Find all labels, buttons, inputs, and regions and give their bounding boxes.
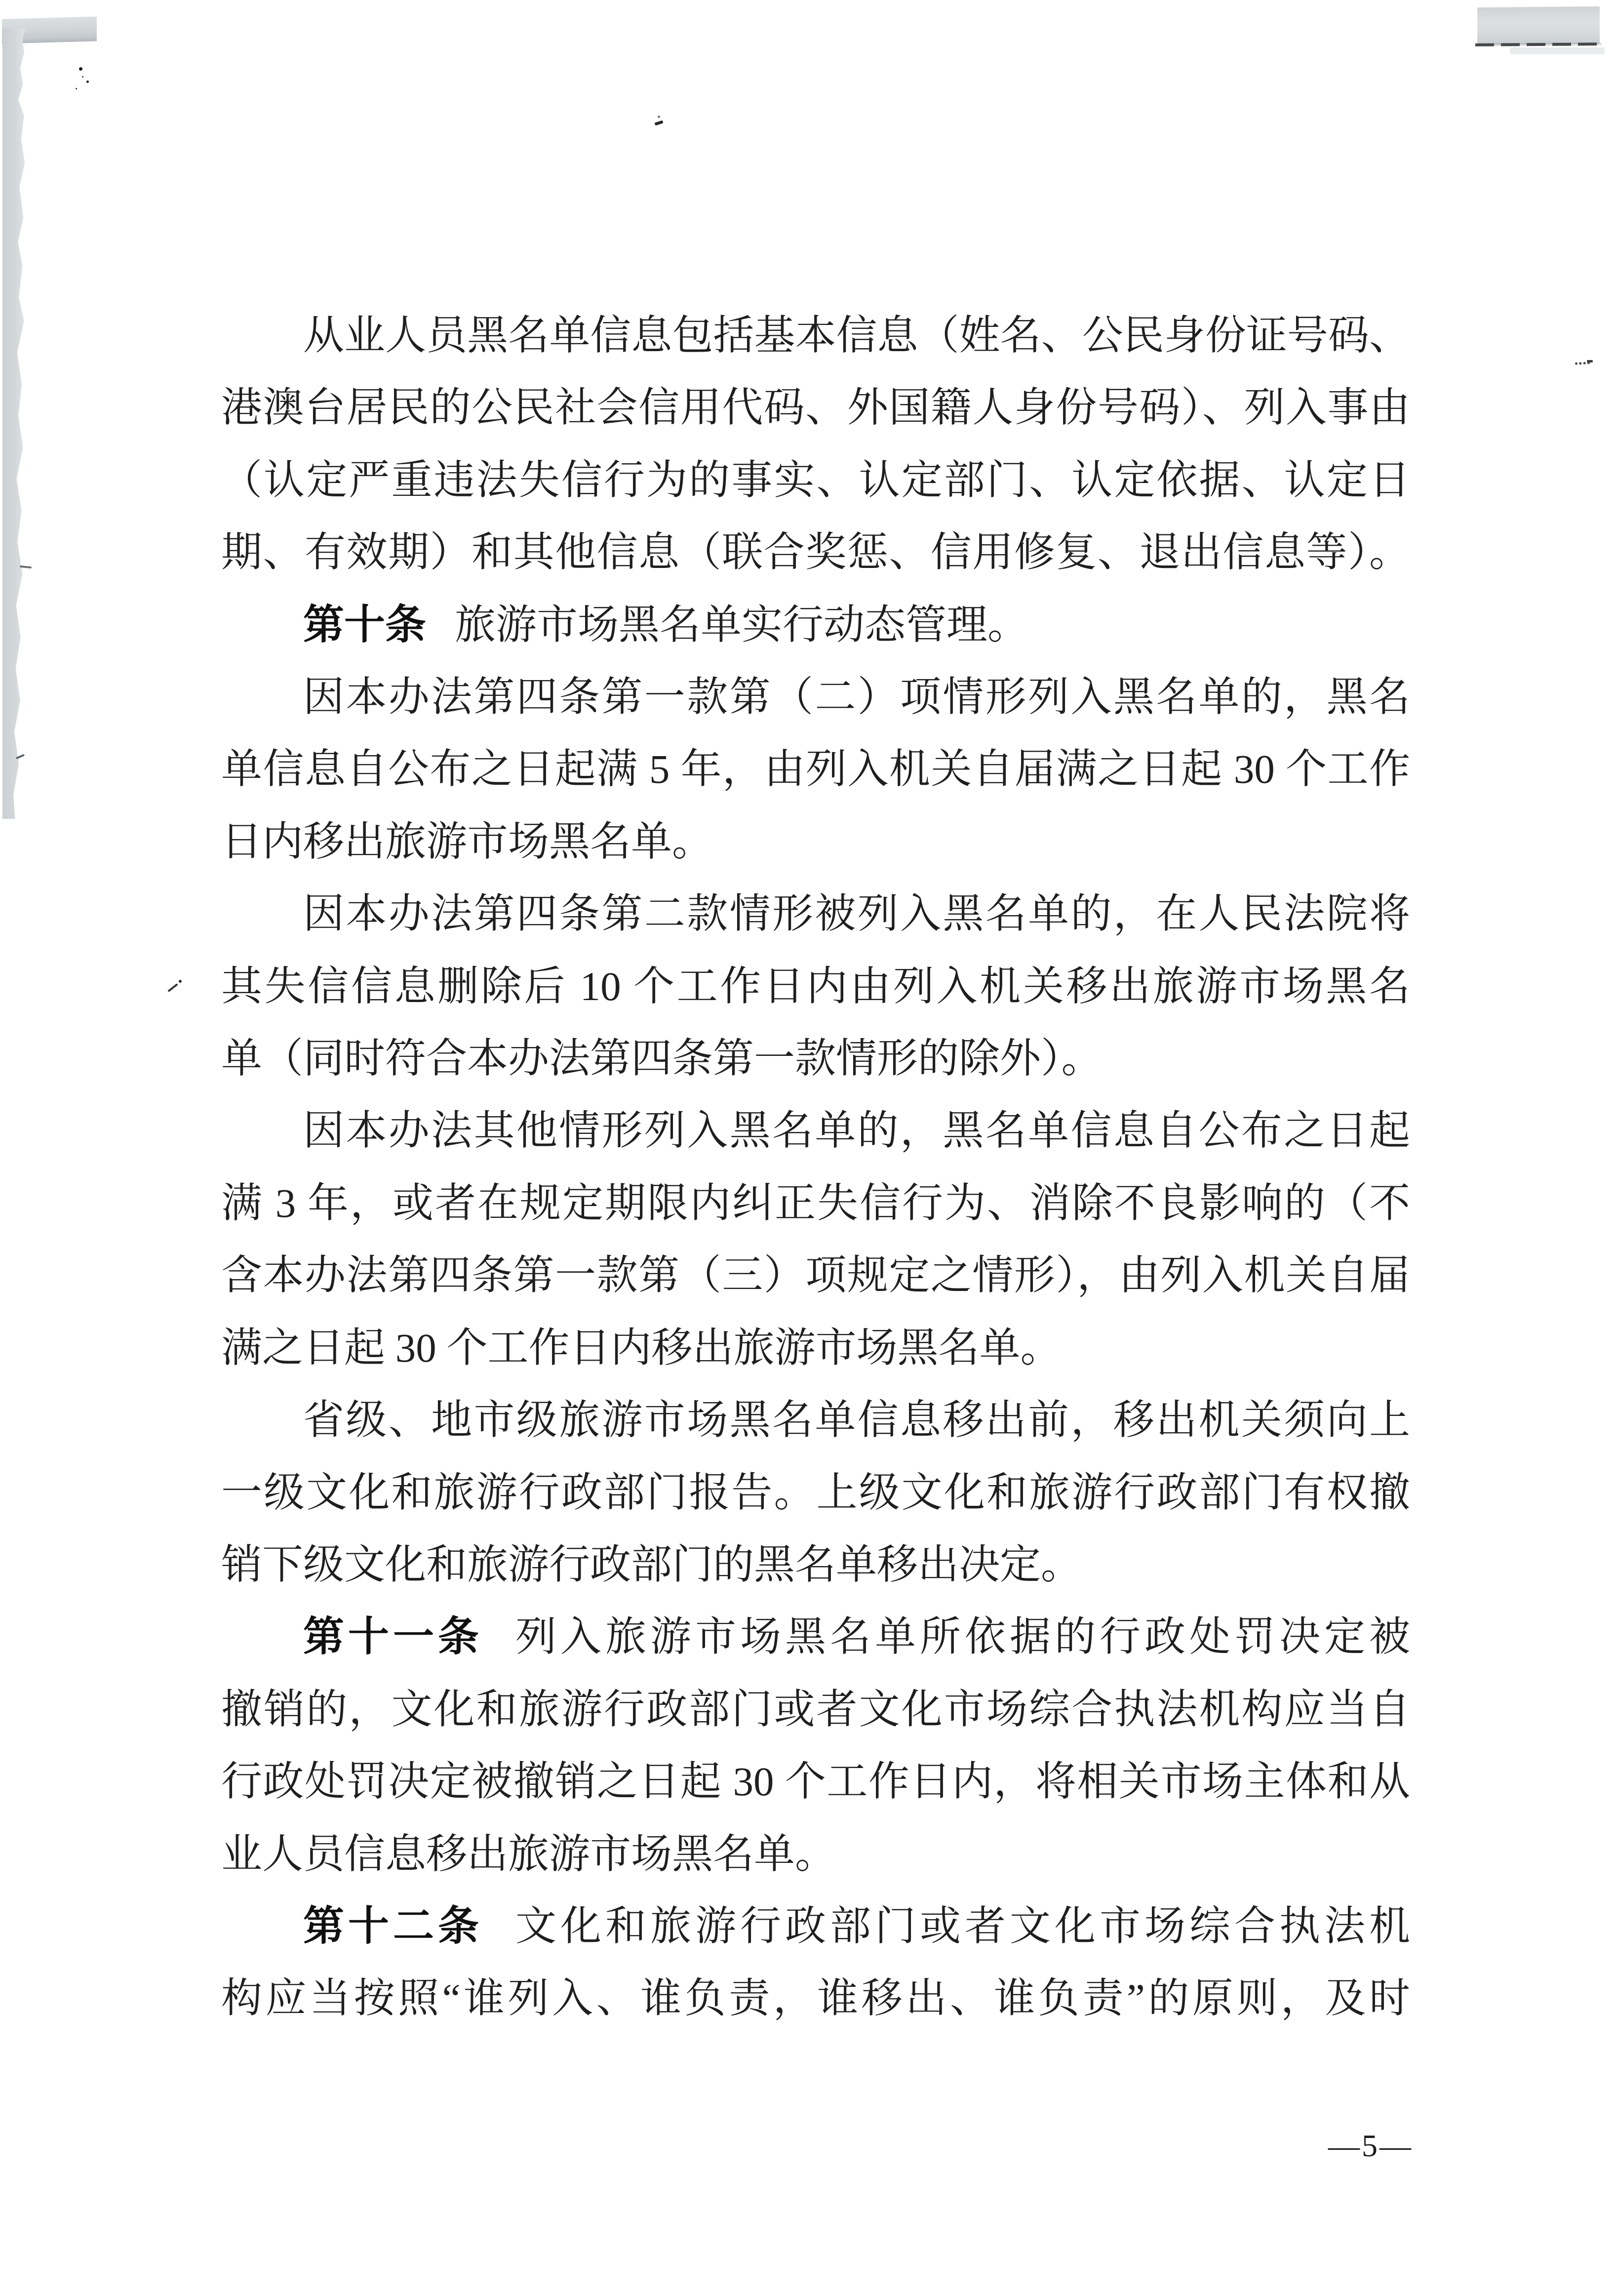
text-line-21: 行政处罚决定被撤销之日起 30 个工作日内，将相关市场主体和从 — [221, 1759, 1410, 1805]
text-line-11: 单（同时符合本办法第四条第一款情形的除外）。 — [221, 1036, 1103, 1082]
text-line-10: 其失信信息删除后 10 个工作日内由列入机关移出旅游市场黑名 — [221, 963, 1410, 1009]
text-line-3: （认定严重违法失信行为的事实、认定部门、认定依据、认定日 — [221, 457, 1410, 503]
text-line-1: 从业人员黑名单信息包括基本信息（姓名、公民身份证号码、 — [303, 313, 1410, 358]
line-text: 文化和旅游行政部门或者文化市场综合执法机 — [512, 1903, 1410, 1949]
text-line-18: 销下级文化和旅游行政部门的黑名单移出决定。 — [221, 1541, 1082, 1587]
article-heading: 第十一条 — [303, 1614, 483, 1660]
text-line-19 — [221, 1601, 1410, 1673]
text-line-24: 构应当按照“谁列入、谁负责，谁移出、谁负责”的原则，及时 — [221, 1975, 1410, 2021]
text-line-9: 因本办法第四条第二款情形被列入黑名单的，在人民法院将 — [303, 891, 1410, 937]
article-heading: 第十二条 — [303, 1903, 483, 1949]
text-line-8: 日内移出旅游市场黑名单。 — [221, 818, 713, 864]
text-line-2: 港澳台居民的公民社会信用代码、外国籍人身份号码）、列入事由 — [221, 385, 1410, 431]
text-line-15: 满之日起 30 个工作日内移出旅游市场黑名单。 — [221, 1325, 1062, 1370]
line-text: 旅游市场黑名单实行动态管理。 — [455, 602, 1028, 647]
text-line-17: 一级文化和旅游行政部门报告。上级文化和旅游行政部门有权撤 — [221, 1469, 1410, 1515]
text-line-23 — [221, 1890, 1410, 1962]
text-line-20: 撤销的，文化和旅游行政部门或者文化市场综合执法机构应当自 — [221, 1686, 1410, 1732]
text-line-22: 业人员信息移出旅游市场黑名单。 — [221, 1831, 836, 1877]
scan-artifact-left-margin-dot — [179, 980, 182, 983]
text-line-6: 因本办法第四条第一款第（二）项情形列入黑名单的，黑名 — [303, 674, 1410, 720]
scan-artifact-top-right-dark-line — [1475, 42, 1602, 46]
scan-artifact-top-middle-tick — [654, 121, 663, 126]
scan-artifact-left-margin-tick — [167, 983, 178, 992]
scan-artifact-left-edge-strip — [2, 29, 25, 819]
article-heading: 第十条 — [303, 602, 426, 647]
text-line-16: 省级、地市级旅游市场黑名单信息移出前，移出机关须向上 — [303, 1397, 1410, 1443]
ink-speck-mark — [79, 67, 82, 71]
text-line-5 — [221, 589, 1410, 661]
text-line-4: 期、有效期）和其他信息（联合奖惩、信用修复、退出信息等）。 — [221, 529, 1410, 575]
scan-artifact-top-right-fringe — [1510, 47, 1605, 54]
text-line-12: 因本办法其他情形列入黑名单的，黑名单信息自公布之日起 — [303, 1108, 1410, 1154]
scan-artifact-right-margin-dash — [1587, 360, 1593, 363]
text-line-14: 含本办法第四条第一款第（三）项规定之情形），由列入机关自届 — [221, 1252, 1410, 1298]
scan-artifact-top-right-band — [1477, 6, 1600, 45]
scan-artifact-top-middle-dot — [658, 116, 660, 118]
line-text: 列入旅游市场黑名单所依据的行政处罚决定被 — [512, 1614, 1410, 1660]
document-text-block — [221, 299, 1410, 2035]
text-line-7: 单信息自公布之日起满 5 年，由列入机关自届满之日起 30 个工作 — [221, 746, 1410, 792]
page-number: —5— — [1328, 2128, 1413, 2163]
text-line-13: 满 3 年，或者在规定期限内纠正失信行为、消除不良影响的（不 — [221, 1180, 1410, 1226]
